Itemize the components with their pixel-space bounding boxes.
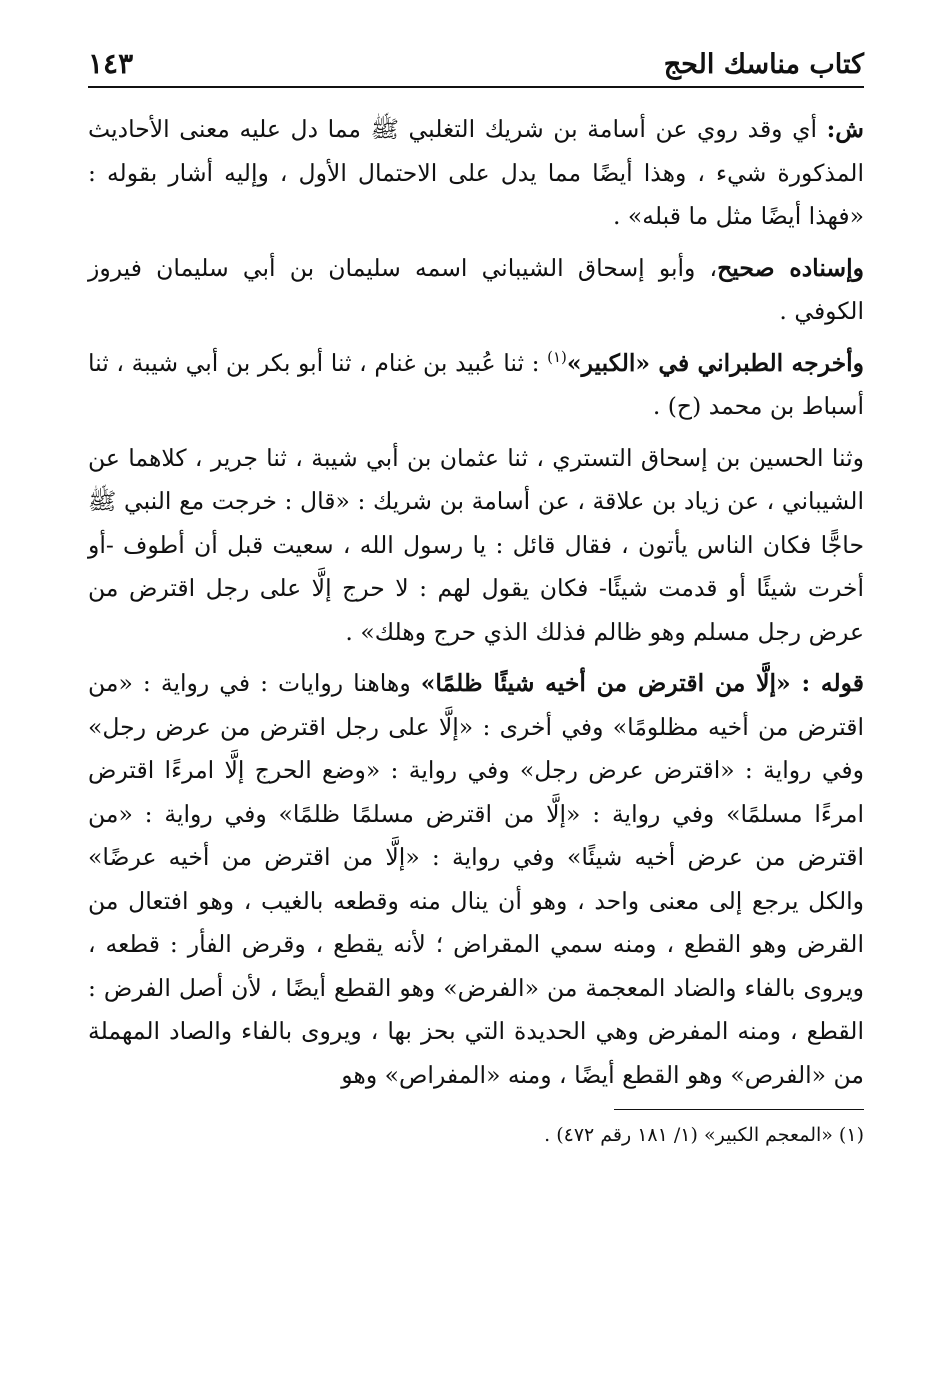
page-number: ١٤٣	[88, 47, 134, 80]
paragraph-lead: ش:	[826, 115, 864, 143]
page-body	[88, 108, 864, 1150]
header-title: كتاب مناسك الحج	[663, 49, 864, 80]
footnote-marker: (١)	[547, 347, 567, 366]
paragraph-lead: وإسناده صحيح	[717, 253, 864, 282]
paragraph-text: ، وأبو إسحاق الشيباني اسمه سليمان بن أبي سليمان فيروز الكوفي .	[88, 253, 864, 325]
paragraph-lead: قوله : «إلَّا من اقترض من أخيه شيئًا ظلمًا»	[420, 669, 864, 697]
paragraph-text: وثنا الحسين بن إسحاق التستري ، ثنا عثمان بن أبي شيبة ، ثنا جرير ، كلاهما عن الشيباني ، عن زياد بن علاقة ، عن أسامة بن شريك : «قال : خرجت مع النبي ﷺ حاجًّا فكان الناس يأتون ، فقال قائل : يا رسول الله ، سعيت قبل أن أطوف -أو أخرت شيئًا أو قدمت شيئًا- فكان يقول لهم : لا حرج إلَّا على رجل اقترض من عرض رجل مسلم وهو ظالم فذلك الذي حرج وهلك» .	[88, 443, 864, 646]
paragraph-text: أي وقد روي عن أسامة بن شريك التغلبي ﷺ مما دل عليه معنى الأحاديث المذكورة شيء ، وهذا أيضًا مما يدل على الاحتمال الأول ، وإليه أشار بقوله : «فهذا أيضًا مثل ما قبله» .	[88, 115, 864, 230]
footnote-divider	[614, 1109, 864, 1110]
paragraph	[88, 437, 864, 655]
book-page	[88, 38, 864, 1150]
paragraph-lead: وأخرجه الطبراني في «الكبير»	[566, 348, 864, 377]
paragraph	[88, 108, 864, 239]
paragraph-text: : ثنا عُبيد بن غنام ، ثنا أبو بكر بن أبي شيبة ، ثنا أسباط بن محمد (ح) .	[88, 348, 864, 420]
running-header	[88, 38, 864, 88]
paragraph	[88, 662, 864, 1097]
paragraph	[88, 247, 864, 334]
paragraph-text: وهاهنا روايات : في رواية : «من اقترض من أخيه مظلومًا» وفي أخرى : «إلَّا على رجل اقترض من عرض رجل» وفي رواية : «اقترض عرض رجل» وفي رواية : «وضع الحرج إلَّا امرءًا اقترض امرءًا مسلمًا» وفي رواية : «إلَّا من اقترض مسلمًا ظلمًا» وفي رواية : «من اقترض من عرض أخيه شيئًا» وفي رواية : «إلَّا من اقترض من أخيه عرضًا» والكل يرجع إلى معنى واحد ، وهو أن ينال منه وقطعه بالغيب ، وهو افتعال من القرض وهو القطع ، ومنه سمي المقراض ؛ لأنه يقطع ، وقرض الفأر : قطعه ، ويروى بالفاء والضاد المعجمة من «الفرض» وهو القطع أيضًا ، لأن أصل الفرض : القطع ، ومنه المفرض وهي الحديدة التي بحز بها ، ويروى بالفاء والصاد المهملة من «الفرص» وهو القطع أيضًا ، ومنه «المفراص» وهو	[88, 669, 865, 1089]
footnote: (١) «المعجم الكبير» (١/ ١٨١ رقم ٤٧٢) .	[544, 1124, 864, 1146]
paragraph	[88, 342, 864, 429]
